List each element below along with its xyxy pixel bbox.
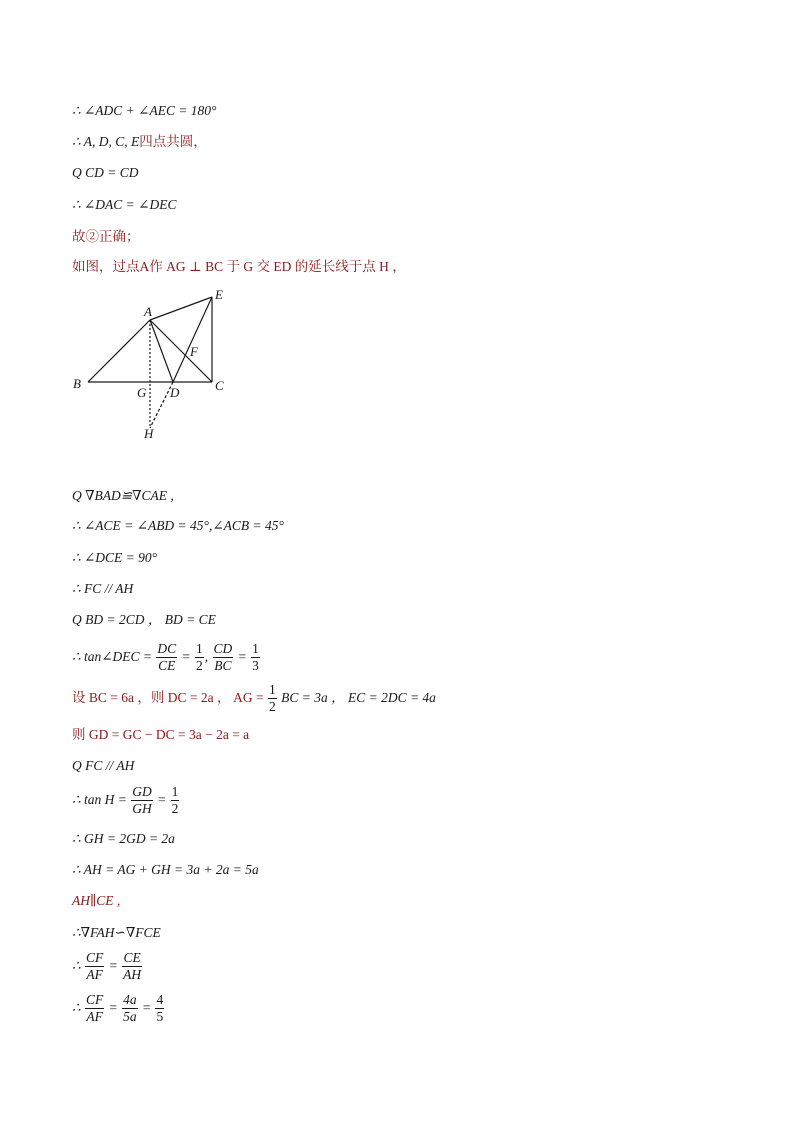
tan-h-prefix: ∴ tan H = (72, 792, 127, 807)
fraction-one-half: $\frac{1}{2}$ (196, 641, 203, 674)
line-2 (72, 133, 207, 151)
line-17: ∴ GH = 2GD = 2a (72, 831, 175, 846)
fraction-dc-ce: $\frac{DC}{CE}$ (157, 641, 177, 674)
line-4: ∴ ∠DAC = ∠DEC (72, 197, 177, 212)
tan-dec-prefix: ∴ tan∠DEC = (72, 649, 153, 664)
line-19: AH∥CE , (72, 893, 121, 908)
line-3: Q CD = CD (72, 165, 139, 180)
line-16: ∴ tan H = $\frac{GD}{GH}$ = $\frac{1}{2}$ (72, 784, 179, 817)
points-list: ∴ A, D, C, E (72, 134, 140, 149)
segment-ab (88, 320, 150, 382)
segment-ad (150, 320, 173, 382)
line-7: Q ∇BAD≌∇CAE , (72, 488, 174, 503)
label-a: A (144, 304, 152, 319)
line-9: ∴ ∠DCE = 90° (72, 550, 158, 565)
label-d: D (170, 385, 180, 400)
line-20: ∴∇FAH∽∇FCE (72, 925, 161, 940)
fraction-gd-gh: $\frac{GD}{GH}$ (132, 784, 152, 817)
line-5: 故②正确； (72, 229, 140, 244)
fraction-cf-af-2: $\frac{CF}{AF}$ (85, 992, 104, 1025)
label-f: F (190, 344, 198, 359)
label-g: G (137, 385, 147, 400)
fraction-one-third: $\frac{1}{3}$ (252, 641, 259, 674)
line-6: 如图，过点A作 AG ⊥ BC 于 G 交 ED 的延长线于点 H ， (72, 259, 406, 274)
line-22: ∴ $\frac{CF}{AF}$ = $\frac{4a}{5a}$ = $\frac{4}{5}$ (72, 992, 164, 1025)
line-15: Q FC // AH (72, 758, 135, 773)
fraction-half-bc: $\frac{1}{2}$ (268, 682, 276, 715)
label-e: E (215, 287, 223, 302)
line-1: ∴ ∠ADC + ∠AEC = 180° (72, 103, 217, 118)
line-8: ∴ ∠ACE = ∠ABD = 45°,∠ACB = 45° (72, 518, 284, 533)
line-12: ∴ tan∠DEC = $\frac{DC}{CE}$ = $\frac{1}{2}$ , $\frac{CD}{BC}$ = $\frac{1}{3}$ (72, 641, 259, 674)
line-21: ∴ $\frac{CF}{AF}$ = $\frac{CE}{AH}$ (72, 950, 142, 983)
line-10: ∴ FC // AH (72, 581, 134, 596)
fraction-4a-5a: $\frac{4a}{5a}$ (123, 992, 137, 1025)
label-h: H (144, 426, 154, 441)
fraction-one-half-2: $\frac{1}{2}$ (171, 784, 179, 817)
fraction-cd-bc: $\frac{CD}{BC}$ (213, 641, 233, 674)
fraction-four-fifths: $\frac{4}{5}$ (156, 992, 164, 1025)
geometry-figure (64, 280, 264, 450)
assume-text: 设 BC = 6a ，则 DC = 2a ， AG = (72, 690, 264, 705)
label-b: B (73, 376, 81, 391)
segment-ac (150, 320, 212, 382)
label-c: C (215, 378, 224, 393)
line-18: ∴ AH = AG + GH = 3a + 2a = 5a (72, 862, 259, 877)
assume-text-tail: BC = 3a ， EC = 2DC = 4a (281, 690, 436, 705)
line-13 (72, 681, 436, 715)
concyclic-text: 四点共圆， (139, 134, 207, 149)
line-14: 则 GD = GC − DC = 3a − 2a = a (72, 727, 250, 742)
fraction-cf-af: $\frac{CF}{AF}$ (85, 950, 104, 983)
fraction-ce-ah: $\frac{CE}{AH}$ (123, 950, 142, 983)
line-11: Q BD = 2CD ， BD = CE (72, 612, 216, 627)
